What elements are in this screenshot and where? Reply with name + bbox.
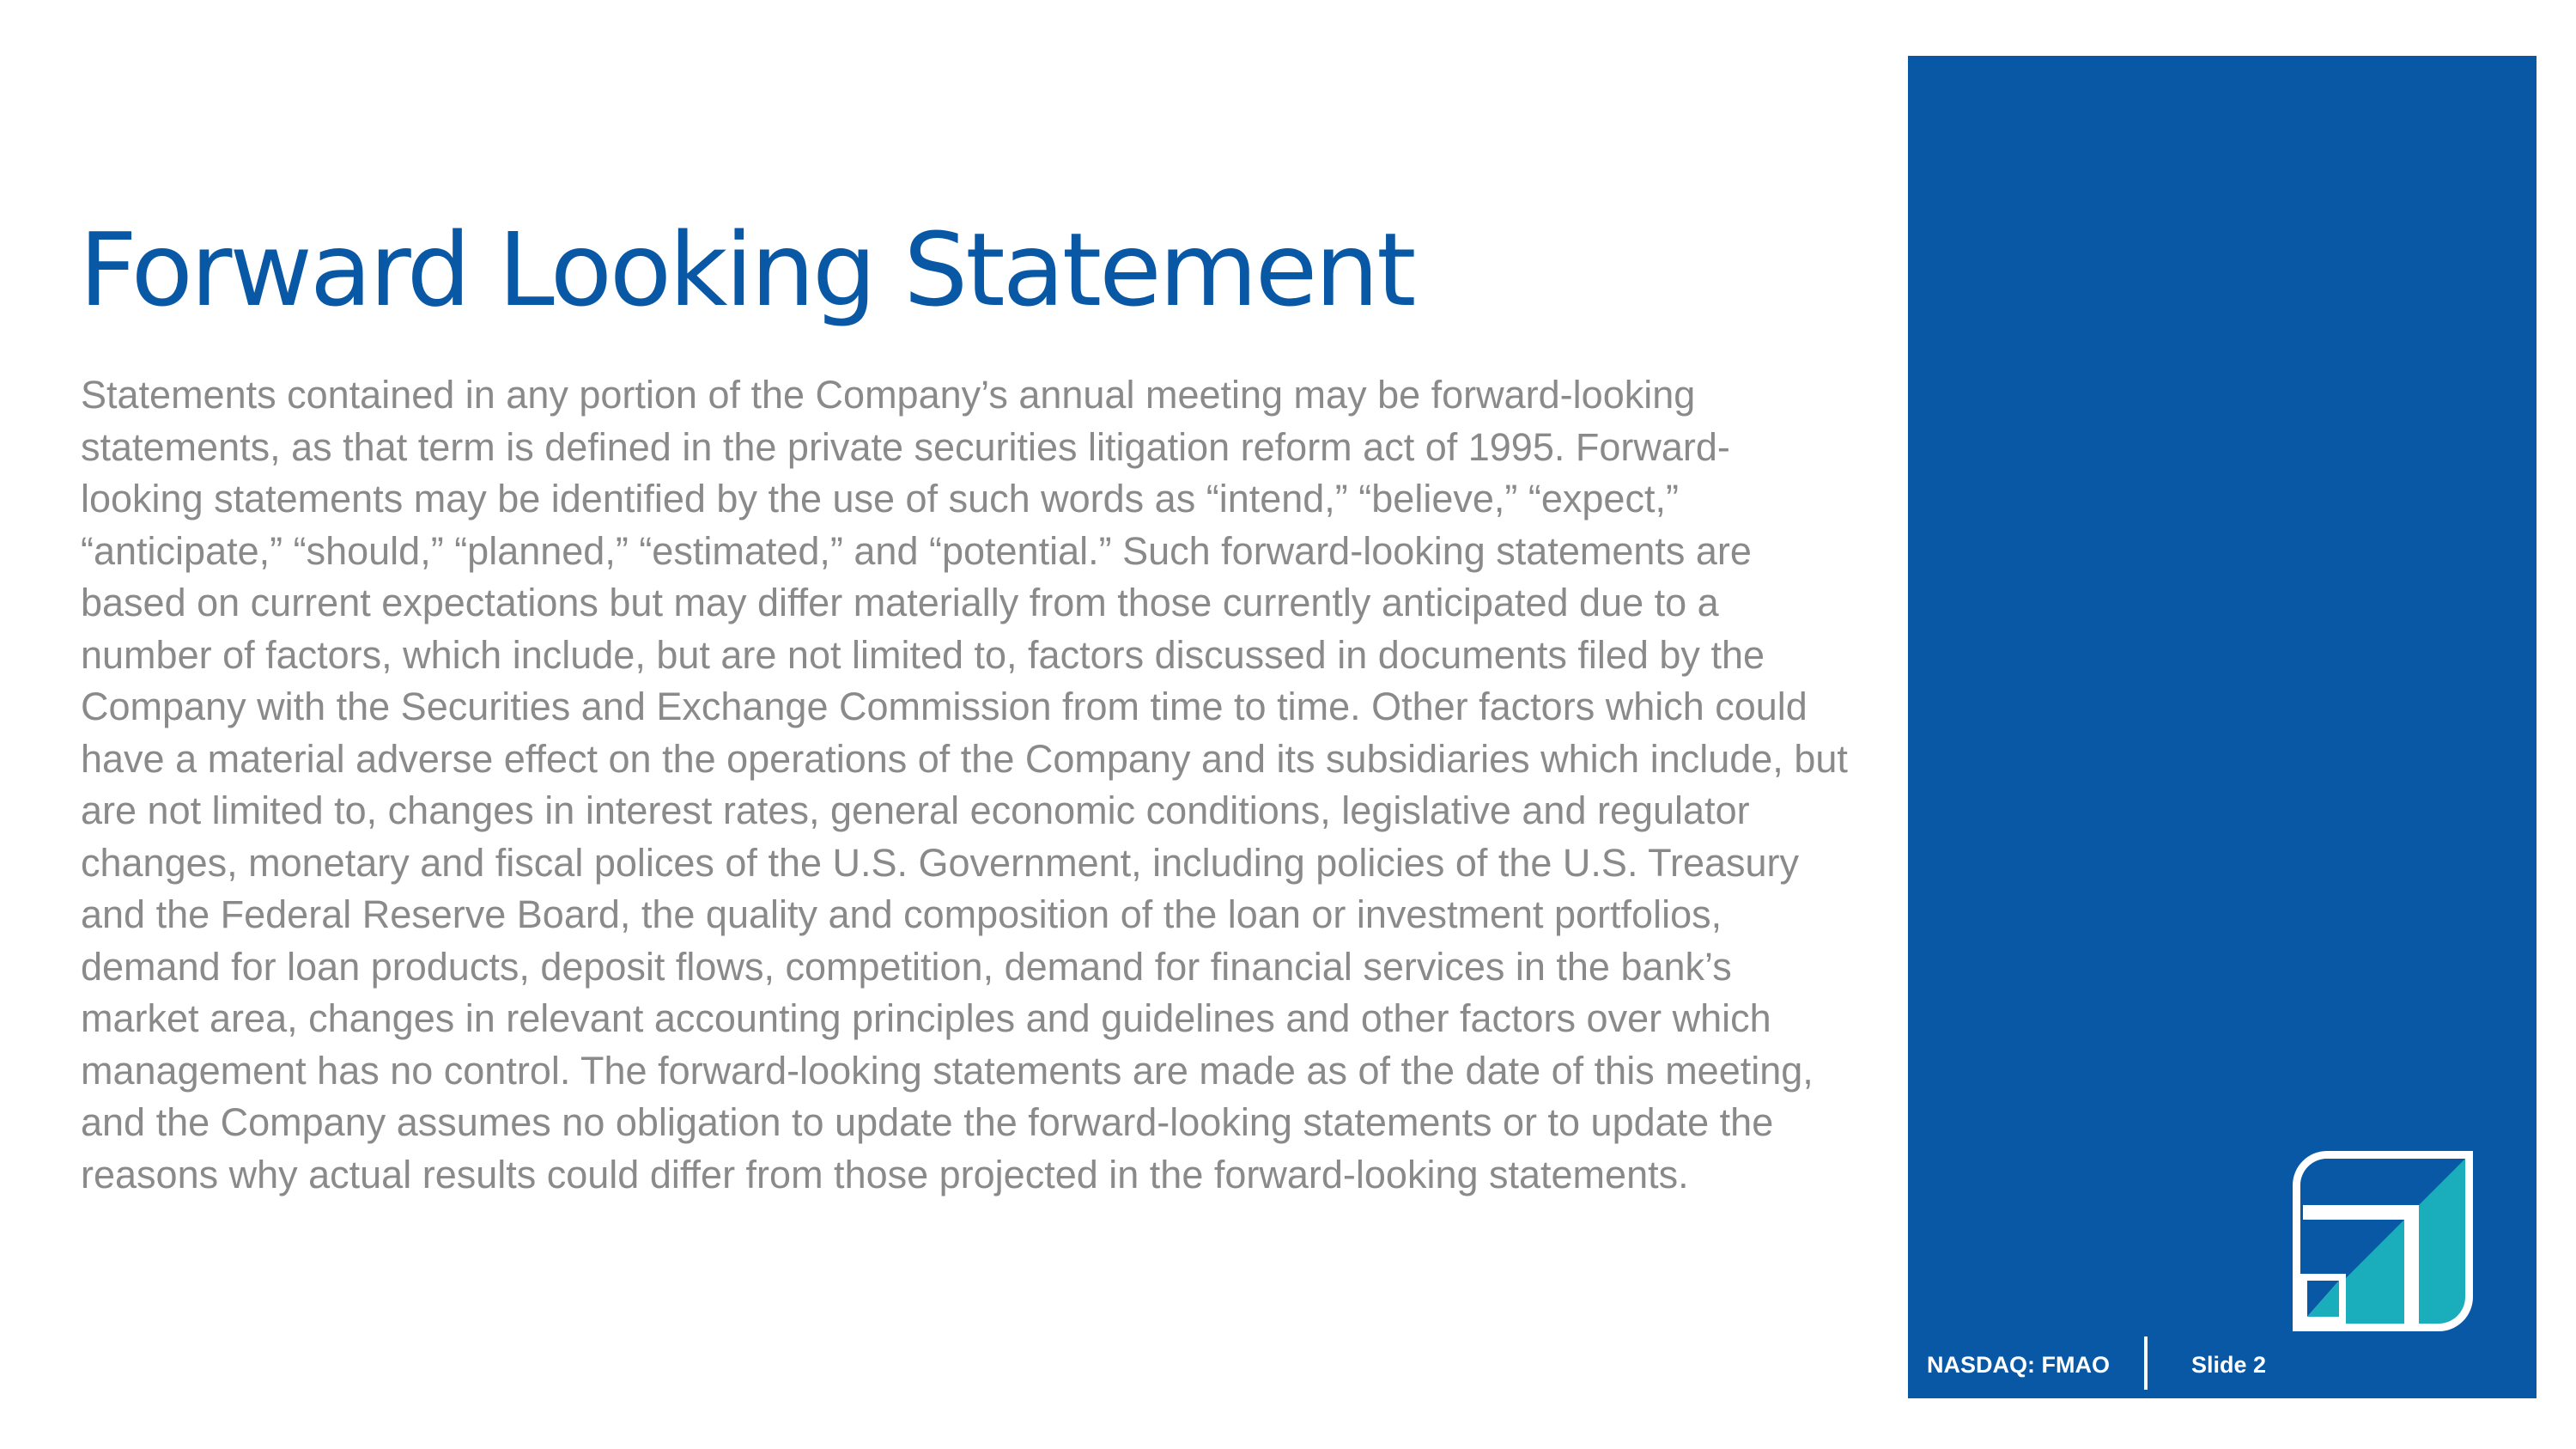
bank-logo-icon xyxy=(2293,1151,2473,1331)
footer-divider xyxy=(2144,1336,2148,1390)
slide-title: Forward Looking Statement xyxy=(79,210,1414,329)
brand-side-panel xyxy=(1908,56,2537,1398)
nasdaq-ticker: NASDAQ: FMAO xyxy=(1927,1352,2110,1378)
slide-footer xyxy=(1908,1342,2537,1398)
slide-number: Slide 2 xyxy=(2191,1352,2267,1378)
forward-looking-statement-text: Statements contained in any portion of the Company’s annual meeting may be forward-looking statements, as that term is defined in the private securities litigation reform act of 1995. Forward-looking statements may be identified by the use of such words as “intend,” “believe,” “expect,” “anticipate,” “should,” “planned,” “estimated,” and “potential.” Such forward-looking statements are based on current expectations but may differ materially from those currently anticipated due to a number of factors, which include, but are not limited to, factors discussed in documents filed by the Company with the Securities and Exchange Commission from time to time. Other factors which could have a material adverse effect on the operations of the Company and its subsidiaries which include, but are not limited to, changes in interest rates, general economic conditions, legislative and regulator changes, monetary and fiscal polices of the U.S. Government, including policies of the U.S. Treasury and the Federal Reserve Board, the quality and composition of the loan or investment portfolios, demand for loan products, deposit flows, competition, demand for financial services in the bank’s market area, changes in relevant accounting principles and guidelines and other factors over which management has no control. The forward-looking statements are made as of the date of this meeting, and the Company assumes no obligation to update the forward-looking statements or to update the reasons why actual results could differ from those projected in the forward-looking statements. xyxy=(81,373,1848,1196)
